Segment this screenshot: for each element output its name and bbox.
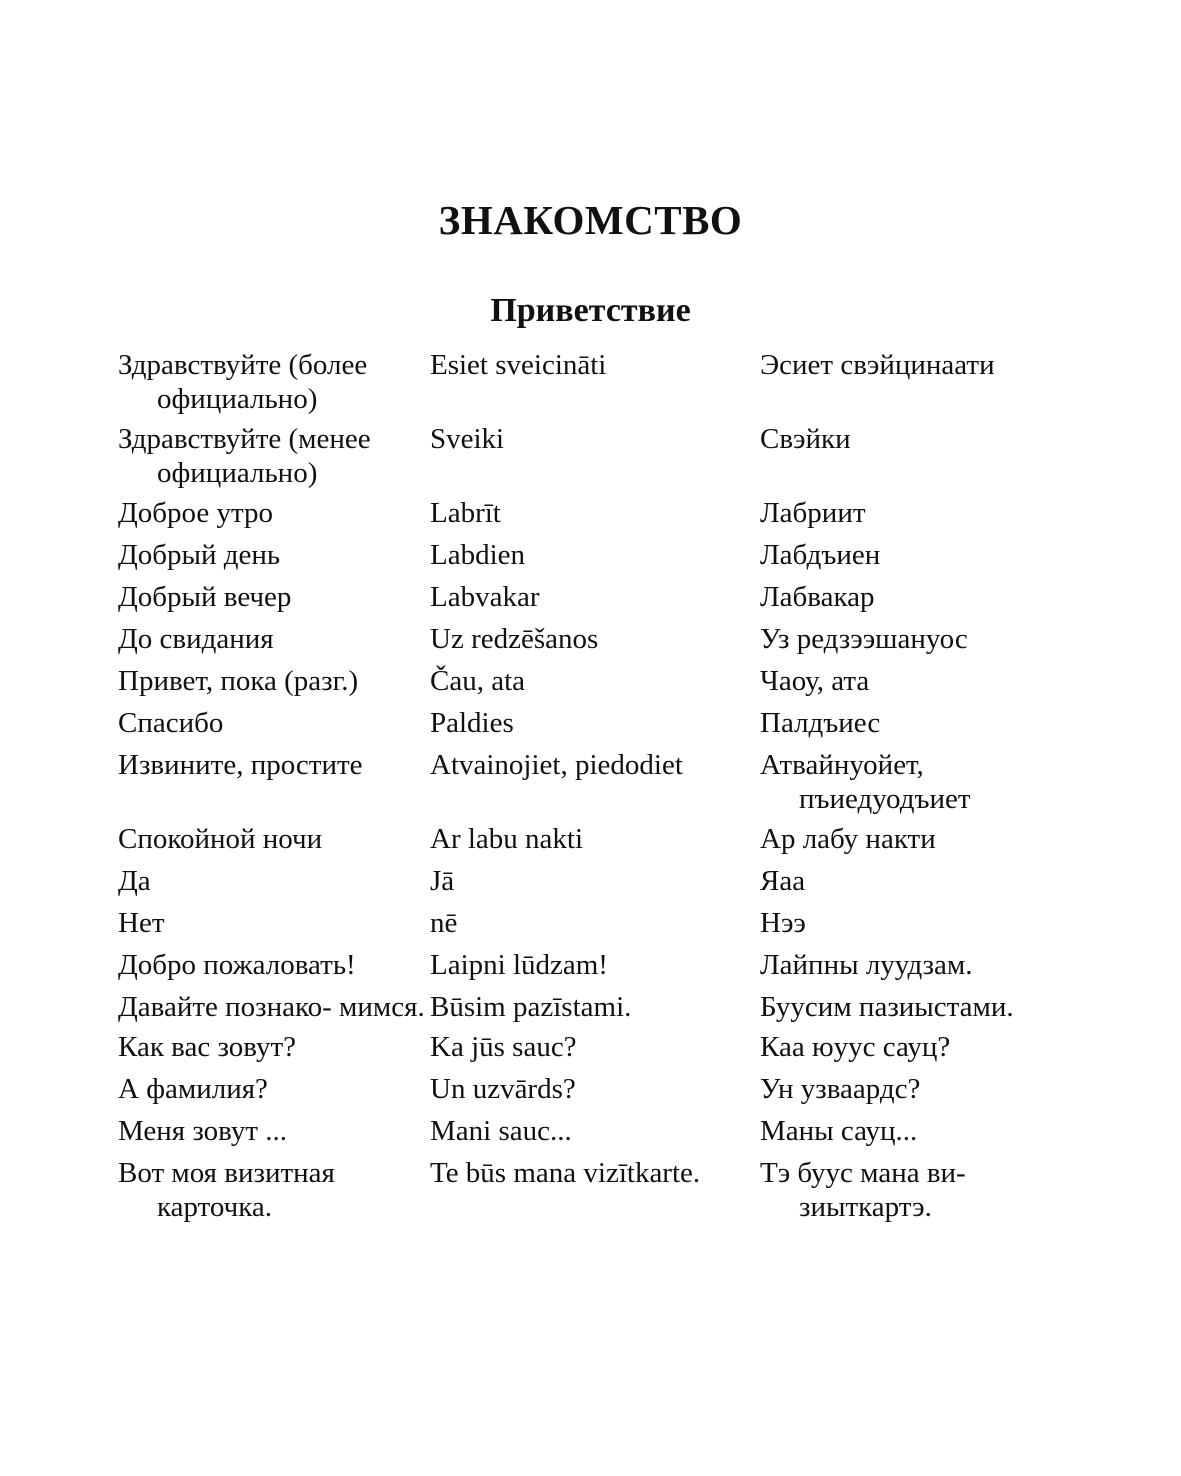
latvian-phrase: Te būs mana vizītkarte. [430, 1157, 701, 1189]
transcription: Лабвакар [760, 581, 875, 613]
latvian-phrase: nē [430, 907, 458, 939]
phrase-row [118, 496, 1078, 530]
transcription: Атвайнуойет, пъиедуодъиет [760, 749, 971, 815]
section-heading: Приветствие [490, 292, 691, 329]
phrase-row [118, 906, 1078, 940]
transcription: Тэ буус мана ви- зиыткартэ. [760, 1157, 966, 1223]
phrase-row [118, 748, 1078, 816]
transcription: Нээ [760, 907, 806, 939]
transcription: Чаоу, ата [760, 665, 870, 697]
latvian-phrase: Paldies [430, 707, 514, 739]
latvian-phrase: Sveiki [430, 423, 505, 455]
phrase-row [118, 990, 1078, 1024]
phrase-row [118, 580, 1078, 614]
russian-phrase: Нет [118, 907, 165, 939]
transcription: Эсиет свэйцинаати [760, 349, 995, 381]
latvian-phrase: Čau, ata [430, 665, 526, 697]
latvian-phrase: Labvakar [430, 581, 540, 613]
transcription: Ун узваардс? [760, 1073, 921, 1105]
transcription: Маны сауц... [760, 1115, 918, 1147]
russian-phrase: Добрый день [118, 539, 281, 571]
latvian-phrase: Labdien [430, 539, 526, 571]
latvian-phrase: Jā [430, 865, 455, 897]
latvian-phrase: Uz redzēšanos [430, 623, 599, 655]
transcription: Лабриит [760, 497, 866, 529]
russian-phrase: Да [118, 865, 151, 897]
transcription: Буусим пазиыстами. [760, 991, 1014, 1023]
russian-phrase: Давайте познако- мимся. [118, 991, 425, 1023]
phrase-row [118, 1030, 1078, 1064]
russian-phrase: Вот моя визитная карточка. [118, 1157, 335, 1223]
transcription: Свэйки [760, 423, 851, 455]
latvian-phrase: Laipni lūdzam! [430, 949, 608, 981]
latvian-phrase: Un uzvārds? [430, 1073, 576, 1105]
transcription: Ар лабу накти [760, 823, 936, 855]
russian-phrase: Здравствуйте (более официально) [118, 349, 368, 415]
phrase-row [118, 664, 1078, 698]
phrase-row [118, 348, 1078, 416]
russian-phrase: Спокойной ночи [118, 823, 323, 855]
transcription: Лабдъиен [760, 539, 881, 571]
phrase-row [118, 622, 1078, 656]
transcription: Яаа [760, 865, 806, 897]
phrase-row [118, 422, 1078, 490]
russian-phrase: Добро пожаловать! [118, 949, 356, 981]
phrase-row [118, 706, 1078, 740]
phrase-row [118, 1114, 1078, 1148]
phrase-row [118, 1072, 1078, 1106]
russian-phrase: А фамилия? [118, 1073, 268, 1105]
transcription: Палдъиес [760, 707, 881, 739]
phrase-row [118, 864, 1078, 898]
russian-phrase: До свидания [118, 623, 274, 655]
transcription: Уз редзээшануос [760, 623, 968, 655]
phrase-row [118, 822, 1078, 856]
latvian-phrase: Būsim pazīstami. [430, 991, 632, 1023]
latvian-phrase: Labrīt [430, 497, 501, 529]
phrase-row [118, 538, 1078, 572]
russian-phrase: Здравствуйте (менее официально) [118, 423, 371, 489]
phrase-row [118, 948, 1078, 982]
russian-phrase: Добрый вечер [118, 581, 292, 613]
russian-phrase: Привет, пока (разг.) [118, 665, 359, 697]
page-title: ЗНАКОМСТВО [438, 197, 743, 243]
russian-phrase: Как вас зовут? [118, 1031, 297, 1063]
russian-phrase: Спасибо [118, 707, 224, 739]
russian-phrase: Извините, простите [118, 749, 363, 781]
russian-phrase: Доброе утро [118, 497, 274, 529]
phrase-table [118, 348, 1078, 1232]
transcription: Каа юуус сауц? [760, 1031, 951, 1063]
latvian-phrase: Ar labu nakti [430, 823, 584, 855]
latvian-phrase: Esiet sveicināti [430, 349, 607, 381]
phrase-row [118, 1156, 1078, 1224]
transcription: Лайпны луудзам. [760, 949, 973, 981]
russian-phrase: Меня зовут ... [118, 1115, 288, 1147]
latvian-phrase: Mani sauc... [430, 1115, 572, 1147]
latvian-phrase: Ka jūs sauc? [430, 1031, 577, 1063]
latvian-phrase: Atvainojiet, piedodiet [430, 749, 683, 781]
